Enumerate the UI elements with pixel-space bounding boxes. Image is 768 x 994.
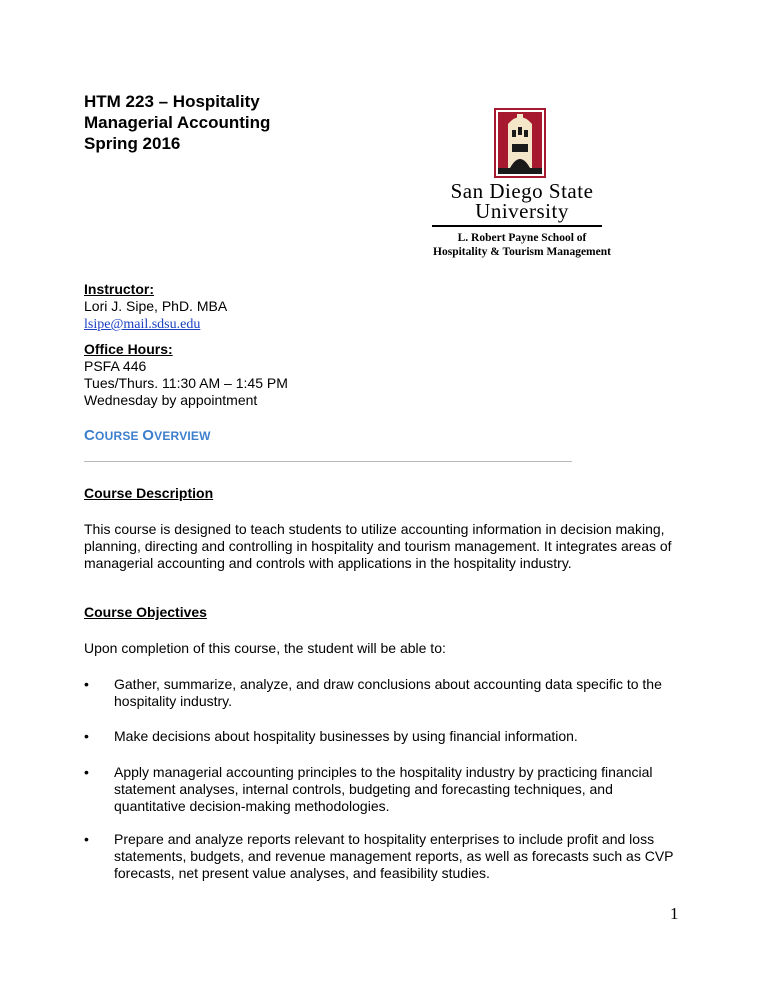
page-number: 1: [670, 904, 679, 923]
school-name-line-1: L. Robert Payne School of: [457, 232, 587, 244]
course-title-line-3: Spring 2016: [84, 134, 181, 153]
school-name: [424, 231, 620, 259]
course-overview-heading: COURSE OVERVIEW: [84, 427, 211, 444]
objectives-intro: Upon completion of this course, the student will be able to:: [84, 640, 446, 656]
logo-divider: [432, 225, 602, 227]
instructor-heading: Instructor:: [84, 281, 154, 297]
bullet-icon: •: [84, 831, 89, 847]
bullet-icon: •: [84, 676, 89, 692]
mission-tower-emblem-icon: [494, 100, 546, 178]
university-name-line-1: San Diego State: [450, 179, 594, 203]
office-hours-heading: Office Hours:: [84, 341, 173, 357]
course-objectives-heading: Course Objectives: [84, 604, 207, 620]
course-description-text: This course is designed to teach students to utilize accounting information in decision making, planning, directing and controlling in hospitality and tourism management. It integrates areas of managerial accounting and controls with applications in the hospitality industry.: [84, 521, 672, 571]
course-title-line-2: Managerial Accounting: [84, 113, 271, 132]
course-title-line-1: HTM 223 – Hospitality: [84, 92, 260, 111]
bullet-icon: •: [84, 728, 89, 744]
office-location: PSFA 446: [84, 358, 147, 374]
course-description-heading: Course Description: [84, 485, 214, 501]
university-name-line-2: University: [475, 199, 569, 223]
instructor-email-link[interactable]: lsipe@mail.sdsu.edu: [84, 317, 201, 332]
syllabus-page: HTM 223 – Hospitality Managerial Accounting Spring 2016 San Diego State University L. Robert Payne School of Hospitality & Tourism Management Instructor: Lori J. Sipe, PhD. MBA lsipe@mail.sdsu.edu Office Hours: PSFA 446 Tues/Thurs. 11:30 AM – 1:45 PM Wednesday by appointment COURSE OVERVIEW Course Description This course is designed to teach students to utilize accounting information in decision making, planning, directing and controlling in hospitality and tourism management. It integrates areas of managerial accounting and controls with applications in the hospitality industry. Course Objectives Upon completion of this course, the student will be able to: • Gather, summarize, analyze, and draw conclusions about accounting data specific to the hospitality industry. • Make decisions about hospitality businesses by using financial information. • Apply managerial accounting principles to the hospitality industry by practicing financial statement analyses, internal controls, budgeting and forecasting techniques, and quantitative decision-making methodologies. • Prepare and analyze reports relevant to hospitality enterprises to include profit and loss statements, budgets, and revenue management reports, as well as forecasts such as CVP forecasts, net present value analyses, and feasibility studies. 1: [0, 0, 768, 994]
office-hours-section: [84, 341, 288, 409]
overview-divider: [84, 461, 572, 462]
office-hours-times: Tues/Thurs. 11:30 AM – 1:45 PM: [84, 375, 288, 391]
bullet-icon: •: [84, 764, 89, 780]
course-title: [84, 91, 364, 154]
sdsu-logo: [424, 100, 620, 260]
office-hours-appointment: Wednesday by appointment: [84, 392, 258, 408]
instructor-name: Lori J. Sipe, PhD. MBA: [84, 298, 228, 314]
instructor-section: [84, 281, 227, 333]
school-name-line-2: Hospitality & Tourism Management: [433, 246, 611, 258]
